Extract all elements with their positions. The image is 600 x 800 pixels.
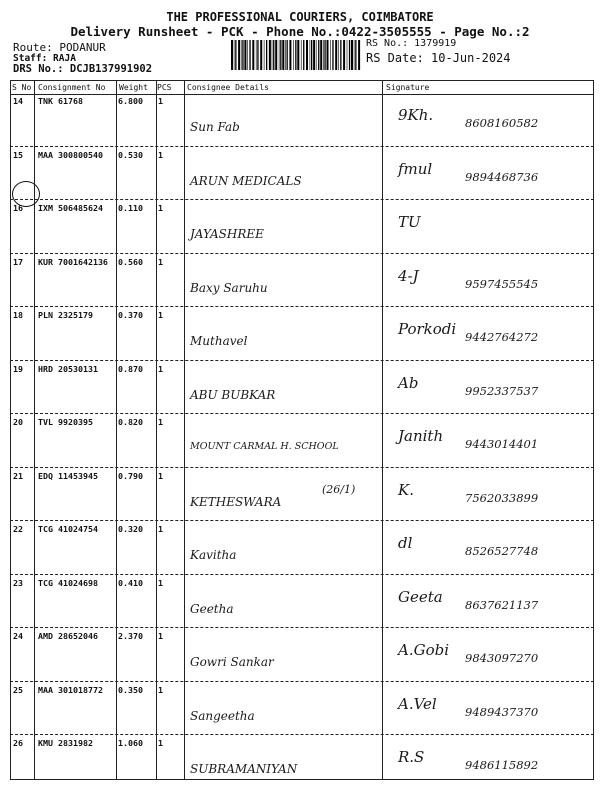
consignee-name: Muthavel <box>190 334 248 348</box>
signature-mark: Janith <box>398 427 444 445</box>
barcode-bar <box>266 40 267 70</box>
barcode-bar <box>235 40 236 70</box>
row-divider <box>10 253 594 254</box>
barcode-bar <box>320 40 322 70</box>
barcode-bar <box>355 40 356 70</box>
barcode-image <box>230 40 362 70</box>
barcode-bar <box>285 40 286 70</box>
row-weight: 0.410 <box>118 577 143 588</box>
row-pcs: 1 <box>158 363 163 374</box>
company-title: THE PROFESSIONAL COURIERS, COIMBATORE <box>166 10 434 24</box>
barcode-bar <box>234 40 235 70</box>
barcode-bar <box>275 40 277 70</box>
rs-date: RS Date: 10-Jun-2024 <box>366 51 511 65</box>
staff-label: Staff: RAJA <box>13 53 76 64</box>
row-sno: 22 <box>13 524 23 534</box>
row-sno: 15 <box>13 149 23 160</box>
barcode-bar <box>354 40 355 70</box>
row-pcs: 1 <box>158 203 163 213</box>
barcode-bar <box>330 40 331 70</box>
barcode-bar <box>313 40 315 70</box>
row-divider <box>10 681 594 682</box>
row-sno: 20 <box>13 417 23 427</box>
row-weight: 0.870 <box>118 363 143 374</box>
barcode-bar <box>272 40 273 70</box>
signature-mark: 4-J <box>398 266 419 285</box>
barcode-bar <box>310 40 311 70</box>
consignee-name: KETHESWARA <box>190 494 282 509</box>
row-consignment-no: TNK 61768 <box>38 96 83 106</box>
row-sno: 14 <box>13 96 23 106</box>
barcode-bar <box>273 40 274 70</box>
row-consignment-no: HRD 20530131 <box>38 363 98 374</box>
row-weight: 0.110 <box>118 203 143 213</box>
row-pcs: 1 <box>158 256 163 267</box>
column-divider <box>382 80 383 780</box>
barcode-bar <box>257 40 258 70</box>
barcode-bar <box>340 40 341 70</box>
row-weight: 0.370 <box>118 310 143 320</box>
barcode-bar <box>295 40 296 70</box>
header-divider <box>10 94 594 95</box>
row-consignment-no: TVL 9920395 <box>38 417 93 427</box>
row-consignment-no: TCG 41024698 <box>38 577 98 588</box>
barcode-bar <box>351 40 353 70</box>
barcode-bar <box>242 40 243 70</box>
barcode-bar <box>269 40 271 70</box>
row-consignment-no: AMD 28652046 <box>38 631 98 641</box>
barcode-bar <box>303 40 304 70</box>
column-divider <box>156 80 157 780</box>
consignee-name: SUBRAMANIYAN <box>190 762 298 776</box>
barcode-bar <box>249 40 250 70</box>
signature-phone: 9894468736 <box>465 169 539 184</box>
barcode-bar <box>323 40 324 70</box>
runsheet-subtitle: Delivery Runsheet - PCK - Phone No.:0422-3505555 - Page No.:2 <box>70 24 530 39</box>
barcode-bar <box>306 40 308 70</box>
signature-mark: Geeta <box>398 587 443 606</box>
barcode-bar <box>280 40 281 70</box>
row-divider <box>10 627 594 628</box>
row-pcs: 1 <box>158 96 163 106</box>
row-weight: 1.060 <box>118 738 143 748</box>
row-divider <box>10 360 594 361</box>
barcode-bar <box>316 40 317 70</box>
barcode-bar <box>311 40 312 70</box>
row-sno: 25 <box>13 684 23 695</box>
consignee-name: Kavitha <box>190 548 237 562</box>
column-divider <box>116 80 117 780</box>
signature-mark: TU <box>398 213 421 231</box>
row-consignment-no: TCG 41024754 <box>38 524 98 534</box>
signature-phone: 9486115892 <box>465 758 539 772</box>
row-divider <box>10 146 594 147</box>
row-weight: 0.790 <box>118 470 143 481</box>
barcode-bar <box>256 40 257 70</box>
row-sno: 23 <box>13 577 23 588</box>
row-divider <box>10 413 594 414</box>
signature-phone: 9443014401 <box>465 437 539 451</box>
signature-mark: A.Vel <box>398 694 437 713</box>
consignee-name: ARUN MEDICALS <box>190 173 302 188</box>
barcode-bar <box>289 40 291 70</box>
barcode-bar <box>347 40 348 70</box>
row-weight: 0.820 <box>118 417 143 427</box>
signature-mark: dl <box>398 534 413 552</box>
barcode-bar <box>231 40 233 70</box>
barcode-bar <box>327 40 329 70</box>
consignee-name: JAYASHREE <box>190 227 264 241</box>
row-pcs: 1 <box>158 470 163 481</box>
barcode-bar <box>301 40 302 70</box>
consignee-name: Sun Fab <box>190 120 240 134</box>
barcode-bar <box>252 40 254 70</box>
row-divider <box>10 574 594 575</box>
col-header-signature: Signature <box>386 83 430 92</box>
signature-mark: Porkodi <box>398 320 457 338</box>
row-sno: 24 <box>13 631 23 641</box>
table-border <box>10 80 594 780</box>
barcode-bar <box>287 40 288 70</box>
consignee-name: Baxy Saruhu <box>190 280 268 295</box>
row-sno: 21 <box>13 470 23 481</box>
row-sno: 18 <box>13 310 23 320</box>
consignee-name: Gowri Sankar <box>190 655 274 669</box>
col-header-consignment: Consignment No <box>38 83 106 92</box>
col-header-pcs: PCS <box>157 83 172 92</box>
row-weight: 0.560 <box>118 256 143 267</box>
barcode-bar <box>244 40 246 70</box>
row-sno: 17 <box>13 256 23 267</box>
signature-phone: 9843097270 <box>465 651 539 665</box>
barcode-bar <box>260 40 262 70</box>
route-label: Route: PODANUR <box>13 41 106 54</box>
row-consignment-no: IXM 506485624 <box>38 203 103 213</box>
row-consignment-no: KUR 7001642136 <box>38 256 108 267</box>
row-pcs: 1 <box>158 524 163 534</box>
row-pcs: 1 <box>158 631 163 641</box>
col-header-weight: Weight <box>119 83 148 92</box>
signature-mark: fmul <box>398 159 433 178</box>
row-consignment-no: MAA 301018772 <box>38 684 103 695</box>
runsheet-table <box>10 80 594 780</box>
barcode-bar <box>318 40 319 70</box>
barcode-bar <box>293 40 294 70</box>
row-divider <box>10 734 594 735</box>
barcode-bar <box>335 40 337 70</box>
row-sno: 16 <box>13 203 23 213</box>
signature-phone: 9442764272 <box>465 330 539 344</box>
row-divider <box>10 520 594 521</box>
signature-phone: 9597455545 <box>465 276 539 291</box>
barcode-bar <box>297 40 299 70</box>
row-weight: 6.800 <box>118 96 143 106</box>
rs-number: RS No.: 1379919 <box>366 38 457 49</box>
column-divider <box>184 80 185 780</box>
row-sno: 26 <box>13 738 23 748</box>
signature-phone: 9489437370 <box>465 704 539 719</box>
row-consignment-no: EDQ 11453945 <box>38 470 98 481</box>
consignee-name: ABU BUBKAR <box>190 387 276 402</box>
signature-phone: 7562033899 <box>465 490 539 505</box>
row-consignment-no: MAA 300800540 <box>38 149 103 160</box>
consignee-note: (26/1) <box>322 482 356 496</box>
barcode-bar <box>358 40 360 70</box>
barcode-bar <box>264 40 265 70</box>
signature-mark: Ab <box>398 373 419 392</box>
row-divider <box>10 306 594 307</box>
consignee-name: Geetha <box>190 601 234 616</box>
row-consignment-no: KMU 2831982 <box>38 738 93 748</box>
barcode-bar <box>349 40 350 70</box>
signature-mark: R.S <box>398 748 425 766</box>
row-weight: 0.320 <box>118 524 143 534</box>
row-pcs: 1 <box>158 577 163 588</box>
barcode-bar <box>247 40 248 70</box>
row-sno: 19 <box>13 363 23 374</box>
barcode-bar <box>241 40 242 70</box>
barcode-bar <box>279 40 280 70</box>
row-weight: 2.370 <box>118 631 143 641</box>
barcode-bar <box>282 40 284 70</box>
consignee-name: MOUNT CARMAL H. SCHOOL <box>190 441 339 452</box>
signature-phone: 8637621137 <box>465 597 539 612</box>
barcode-bar <box>238 40 240 70</box>
signature-mark: 9Kh. <box>398 106 434 124</box>
row-pcs: 1 <box>158 417 163 427</box>
barcode-bar <box>332 40 333 70</box>
barcode-bar <box>343 40 345 70</box>
barcode-bar <box>338 40 339 70</box>
col-header-sno: S No <box>12 83 32 92</box>
row-pcs: 1 <box>158 149 163 160</box>
row-consignment-no: PLN 2325179 <box>38 310 93 320</box>
row-pcs: 1 <box>158 310 163 320</box>
row-pcs: 1 <box>158 738 163 748</box>
signature-phone: 8608160582 <box>465 116 539 130</box>
row-weight: 0.350 <box>118 684 143 695</box>
drs-number: DRS No.: DCJB137991902 <box>13 63 153 75</box>
col-header-details: Consignee Details <box>187 83 269 92</box>
signature-phone: 9952337537 <box>465 383 539 398</box>
signature-mark: A.Gobi <box>398 641 450 659</box>
barcode-bar <box>324 40 325 70</box>
row-pcs: 1 <box>158 684 163 695</box>
consignee-name: Sangeetha <box>190 708 255 723</box>
signature-phone: 8526527748 <box>465 544 539 558</box>
row-divider <box>10 467 594 468</box>
signature-mark: K. <box>398 480 414 499</box>
row-divider <box>10 199 594 200</box>
row-weight: 0.530 <box>118 149 143 160</box>
